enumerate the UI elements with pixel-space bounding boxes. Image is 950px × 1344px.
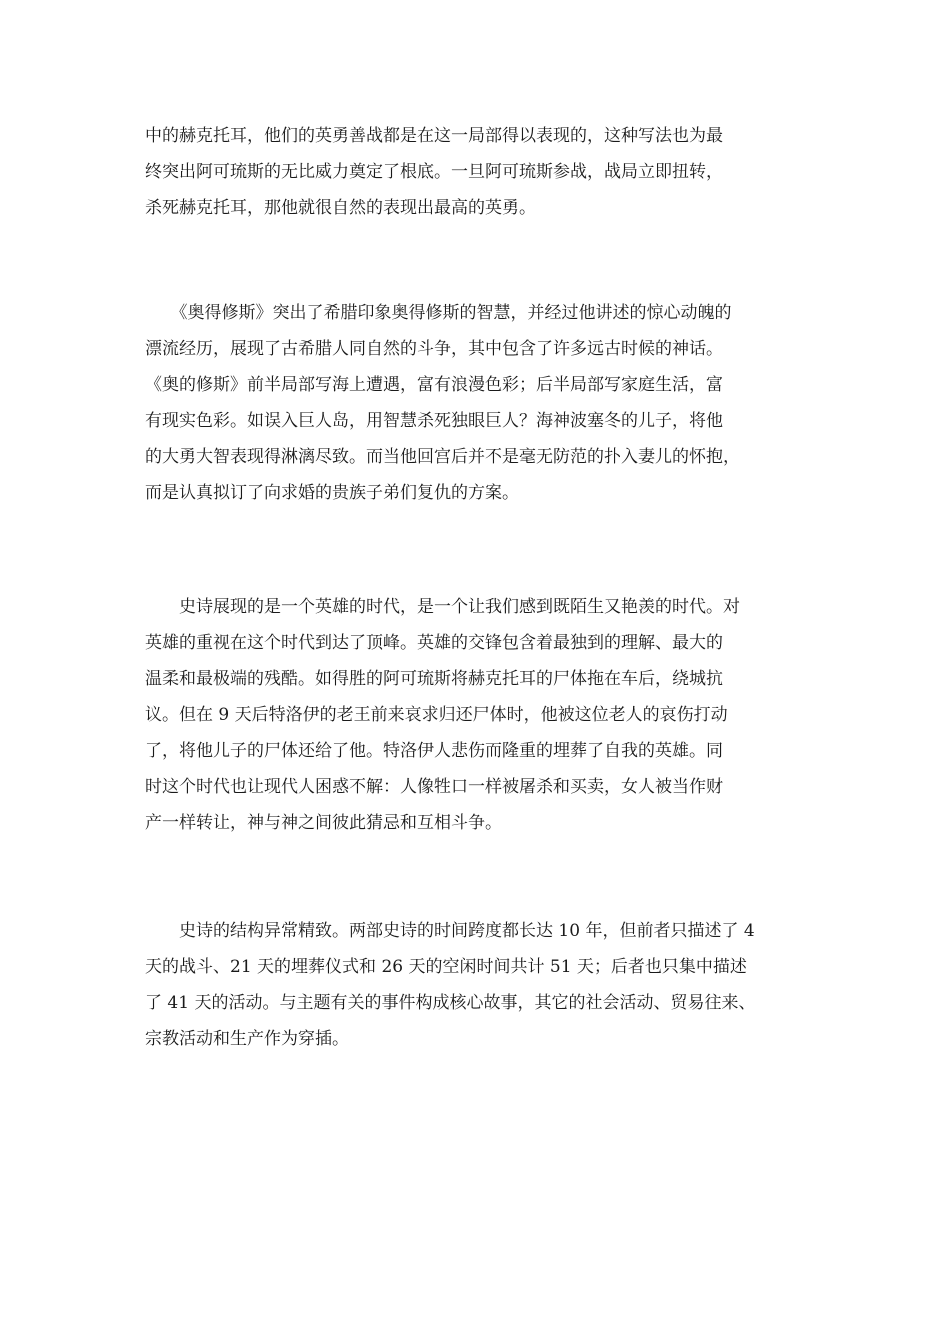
paragraph-3 [145, 589, 825, 841]
text-line: 有现实色彩。如误入巨人岛，用智慧杀死独眼巨人？海神波塞冬的儿子，将他 [145, 411, 723, 431]
paragraph-2 [145, 295, 825, 511]
text-line: 议。但在 9 天后特洛伊的老王前来哀求归还尸体时，他被这位老人的哀伤打动 [145, 705, 728, 725]
text-line: 而是认真拟订了向求婚的贵族子弟们复仇的方案。 [145, 483, 519, 503]
text-line: 宗教活动和生产作为穿插。 [145, 1029, 349, 1049]
text-line: 了 41 天的活动。与主题有关的事件构成核心故事，其它的社会活动、贸易往来、 [145, 993, 756, 1013]
text-line: 《奥得修斯》突出了希腊印象奥得修斯的智慧，并经过他讲述的惊心动魄的 [145, 303, 732, 323]
paragraph-1 [145, 118, 825, 226]
text-line: 时这个时代也让现代人困惑不解：人像牲口一样被屠杀和买卖，女人被当作财 [145, 777, 723, 797]
text-line: 中的赫克托耳，他们的英勇善战都是在这一局部得以表现的，这种写法也为最 [145, 126, 723, 146]
text-line: 英雄的重视在这个时代到达了顶峰。英雄的交锋包含着最独到的理解、最大的 [145, 633, 723, 653]
text-line: 产一样转让，神与神之间彼此猜忌和互相斗争。 [145, 813, 502, 833]
text-line: 终突出阿可琉斯的无比威力奠定了根底。一旦阿可琉斯参战，战局立即扭转， [145, 162, 723, 182]
text-line: 漂流经历，展现了古希腊人同自然的斗争，其中包含了许多远古时候的神话。 [145, 339, 723, 359]
text-line: 的大勇大智表现得淋漓尽致。而当他回宫后并不是毫无防范的扑入妻儿的怀抱， [145, 447, 740, 467]
text-line: 温柔和最极端的残酷。如得胜的阿可琉斯将赫克托耳的尸体拖在车后，绕城抗 [145, 669, 723, 689]
text-line: 《奥的修斯》前半局部写海上遭遇，富有浪漫色彩；后半局部写家庭生活，富 [145, 375, 723, 395]
text-line: 史诗展现的是一个英雄的时代，是一个让我们感到既陌生又艳羡的时代。对 [145, 597, 740, 617]
text-line: 史诗的结构异常精致。两部史诗的时间跨度都长达 10 年，但前者只描述了 4 [145, 921, 755, 941]
paragraph-4 [145, 913, 825, 1057]
text-line: 杀死赫克托耳，那他就很自然的表现出最高的英勇。 [145, 198, 536, 218]
text-line: 天的战斗、21 天的埋葬仪式和 26 天的空闲时间共计 51 天；后者也只集中描述 [145, 957, 747, 977]
text-line: 了，将他儿子的尸体还给了他。特洛伊人悲伤而隆重的埋葬了自我的英雄。同 [145, 741, 723, 761]
